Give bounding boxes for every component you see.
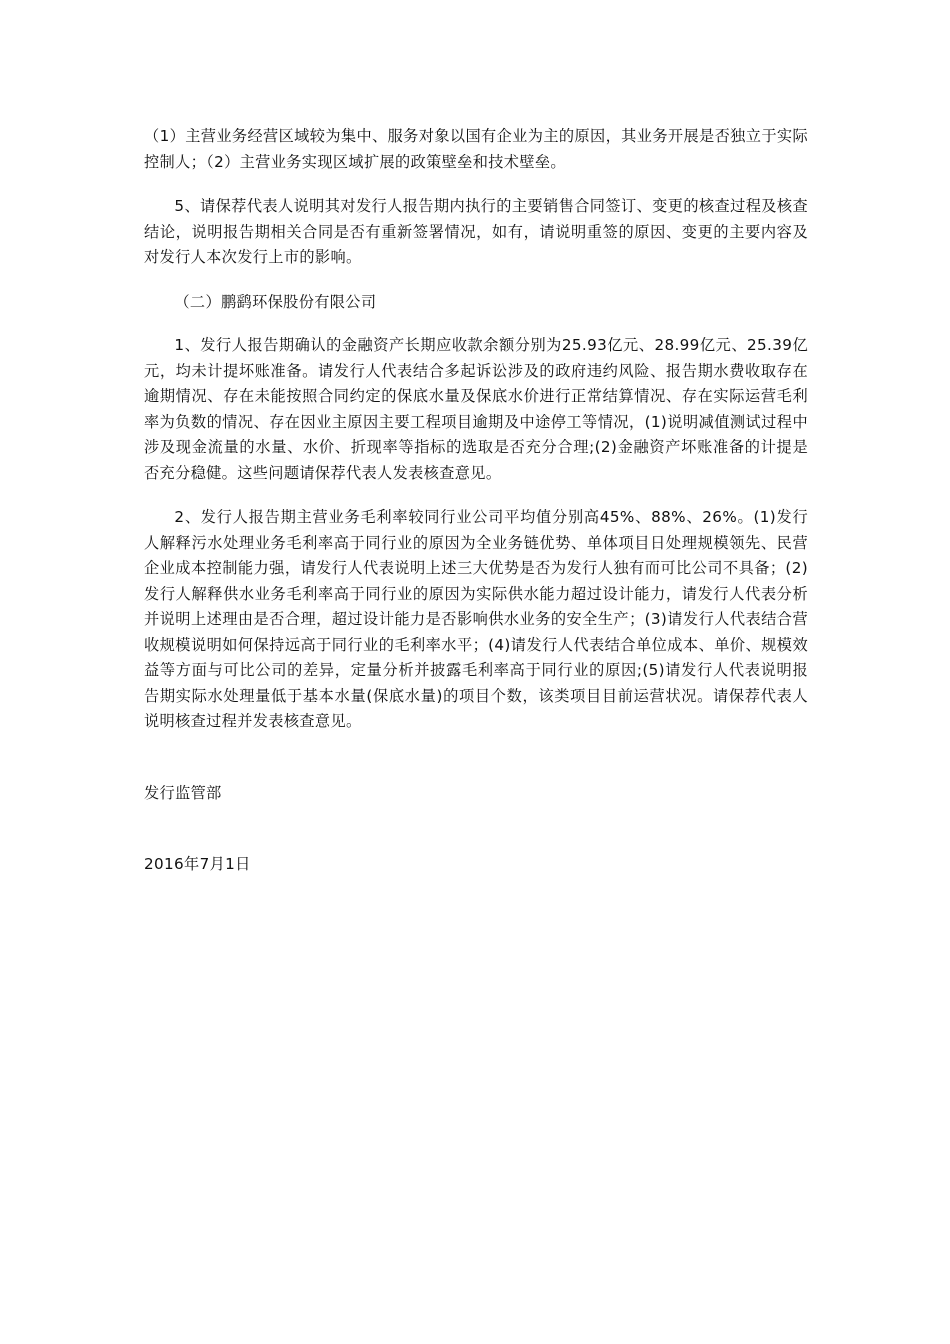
document-body [144,124,808,878]
paragraph-question-5: 5、请保荐代表人说明其对发行人报告期内执行的主要销售合同签订、变更的核查过程及核查结论，说明报告期相关合同是否有重新签署情况，如有，请说明重签的原因、变更的主要内容及对发行人本次发行上市的影响。 [144,197,808,266]
paragraph-continuation: （1）主营业务经营区域较为集中、服务对象以国有企业为主的原因，其业务开展是否独立于实际控制人；（2）主营业务实现区域扩展的政策壁垒和技术壁垒。 [144,127,808,171]
department-signature: 发行监管部 [144,783,222,802]
paragraph-question-2: 2、发行人报告期主营业务毛利率较同行业公司平均值分别高45%、88%、26%。(1)发行人解释污水处理业务毛利率高于同行业的原因为全业务链优势、单体项目日处理规模领先、民营企业成本控制能力强，请发行人代表说明上述三大优势是否为发行人独有而可比公司不具备；(2)发行人解释供水业务毛利率高于同行业的原因为实际供水能力超过设计能力，请发行人代表分析并说明上述理由是否合理，超过设计能力是否影响供水业务的安全生产；(3)请发行人代表结合营收规模说明如何保持远高于同行业的毛利率水平；(4)请发行人代表结合单位成本、单价、规模效益等方面与可比公司的差异，定量分析并披露毛利率高于同行业的原因;(5)请发行人代表说明报告期实际水处理量低于基本水量(保底水量)的项目个数，该类项目目前运营状况。请保荐代表人说明核查过程并发表核查意见。 [144,508,808,730]
paragraph-question-1: 1、发行人报告期确认的金融资产长期应收款余额分别为25.93亿元、28.99亿元、25.39亿元，均未计提坏账准备。请发行人代表结合多起诉讼涉及的政府违约风险、报告期水费收取存在逾期情况、存在未能按照合同约定的保底水量及保底水价进行正常结算情况、存在实际运营毛利率为负数的情况、存在因业主原因主要工程项目逾期及中途停工等情况，(1)说明减值测试过程中涉及现金流量的水量、水价、折现率等指标的选取是否充分合理;(2)金融资产坏账准备的计提是否充分稳健。这些问题请保荐代表人发表核查意见。 [144,336,808,482]
section-heading: （二）鹏鹞环保股份有限公司 [174,292,377,311]
document-date: 2016年7月1日 [144,855,251,873]
